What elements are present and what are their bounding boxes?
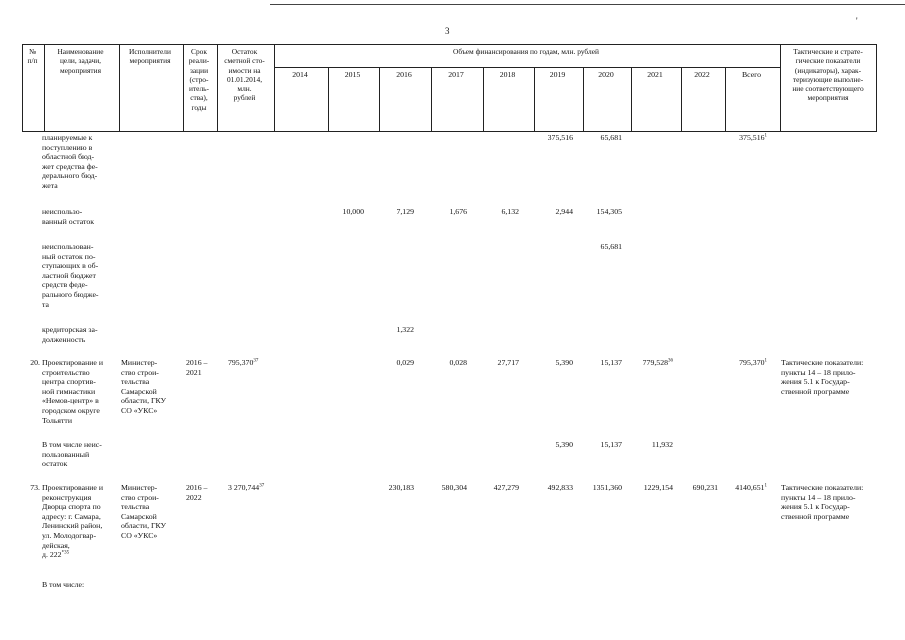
row-name: неиспользован- ный остаток по- ступающих в об- ластной бюджет средств феде- рального бюдже- та — [42, 242, 99, 309]
row-name: В том числе неис- пользованный остаток — [42, 440, 102, 469]
row-remainder-footnote: 37 — [253, 358, 259, 364]
header-funding: Объем финансирования по годам, млн. рублей — [453, 47, 599, 56]
value-total-footnote: 1 — [764, 358, 767, 364]
value-total-footnote: 1 — [764, 133, 767, 139]
row-indicator: Тактические показатели: пункты 14 – 18 прило- жения 5.1 к Государ- ственной программе — [781, 483, 864, 521]
value-2018: 427,279 — [493, 483, 519, 492]
year-2022: 2022 — [694, 70, 710, 79]
value-2017: 580,304 — [441, 483, 467, 492]
year-2018: 2018 — [499, 70, 516, 79]
row-term: 2016 – 2021 — [186, 358, 208, 377]
value-2019: 492,833 — [547, 483, 573, 492]
value-2016: 1,322 — [396, 325, 414, 334]
value-2020: 1351,360 — [592, 483, 622, 492]
row-remainder: 3 270,744$^{37}$ — [228, 483, 265, 492]
value-2016: 7,129 — [396, 207, 414, 216]
value-2022: 690,231 — [692, 483, 718, 492]
row-term: 2016 – 2022 — [186, 483, 208, 502]
value-total: 795,370$^1$ — [739, 358, 767, 367]
value-2021: 779,528$^{36}$ — [642, 358, 673, 367]
row-number: 73. — [30, 483, 40, 492]
row-name: Проектирование и реконструкция Дворца спорта по адресу: г. Самара, Ленинский район, ул. Молодогвар- дейская, д. 222$^{*35}$ — [42, 483, 104, 560]
value-2020: 15,137 — [600, 440, 622, 449]
row-number: 20. — [30, 358, 40, 367]
corner-mark: ' — [856, 16, 858, 26]
year-2016: 2016 — [396, 70, 412, 79]
year-2019: 2019 — [549, 70, 566, 79]
value-2015: 10,000 — [342, 207, 364, 216]
row-name-footnote: *35 — [61, 550, 70, 556]
value-2016: 230,183 — [388, 483, 414, 492]
row-executor: Министер- ство строи- тельства Самарской области, ГКУ СО «УКС» — [121, 358, 167, 415]
top-rule — [270, 4, 905, 5]
year-2021: 2021 — [647, 70, 663, 79]
value-2021: 1229,154 — [643, 483, 673, 492]
header-name: Наименование цели, задачи, мероприятия — [57, 47, 104, 75]
row-executor: Министер- ство строи- тельства Самарской области, ГКУ СО «УКС» — [121, 483, 167, 540]
value-total: 375,516$^1$ — [739, 133, 767, 142]
page-number: 3 — [445, 26, 450, 36]
year-2015: 2015 — [344, 70, 361, 79]
value-2019: 375,516 — [547, 133, 573, 142]
row-name: В том числе: — [42, 580, 85, 589]
row-name: кредиторская за- долженность — [42, 325, 98, 344]
year-2017: 2017 — [448, 70, 464, 79]
header-num: № п/п — [27, 47, 38, 66]
header-term: Срок реали- зации (стро- итель- ства), годы — [188, 47, 210, 112]
value-2017: 1,676 — [449, 207, 467, 216]
value-2021-footnote: 36 — [668, 358, 673, 364]
value-2020: 154,305 — [596, 207, 622, 216]
value-2018: 27,717 — [497, 358, 519, 367]
value-total: 4140,651$^1$ — [735, 483, 767, 492]
row-indicator: Тактические показатели: пункты 14 – 18 прило- жения 5.1 к Государ- ственной программе — [781, 358, 864, 396]
row-remainder: 795,370$^{37}$ — [228, 358, 259, 367]
value-2021: 11,932 — [651, 440, 673, 449]
value-2020: 65,681 — [600, 242, 622, 251]
header-indicators: Тактические и страте- гические показатели (индикаторы), харак- теризующие выполне- ние соответствующего мероприятия — [792, 47, 864, 103]
header-executors: Исполнители мероприятия — [129, 47, 171, 66]
value-2017: 0,028 — [449, 358, 467, 367]
header-remainder: Остаток сметной сто- имости на 01.01.2014, млн. рублей — [224, 47, 265, 103]
value-total-footnote: 1 — [764, 483, 767, 489]
row-name: планируемые к поступлению в областной бюд- жет средства фе- дерального бюд- жета — [42, 133, 98, 190]
value-2019: 2,944 — [555, 207, 573, 216]
value-2019: 5,390 — [555, 358, 573, 367]
value-2020: 65,681 — [600, 133, 622, 142]
value-2020: 15,137 — [600, 358, 622, 367]
value-2016: 0,029 — [396, 358, 414, 367]
value-2019: 5,390 — [555, 440, 573, 449]
row-name: неиспользо- ванный остаток — [42, 207, 95, 226]
year-2014: 2014 — [292, 70, 308, 79]
row-name: Проектирование и строительство центра спортив- ной гимнастики «Немов-центр» в городском округе Тольятти — [42, 358, 104, 425]
year-2020: 2020 — [598, 70, 614, 79]
year-total: Всего — [741, 70, 762, 79]
value-2018: 6,132 — [501, 207, 519, 216]
row-remainder-footnote: 37 — [259, 483, 265, 489]
